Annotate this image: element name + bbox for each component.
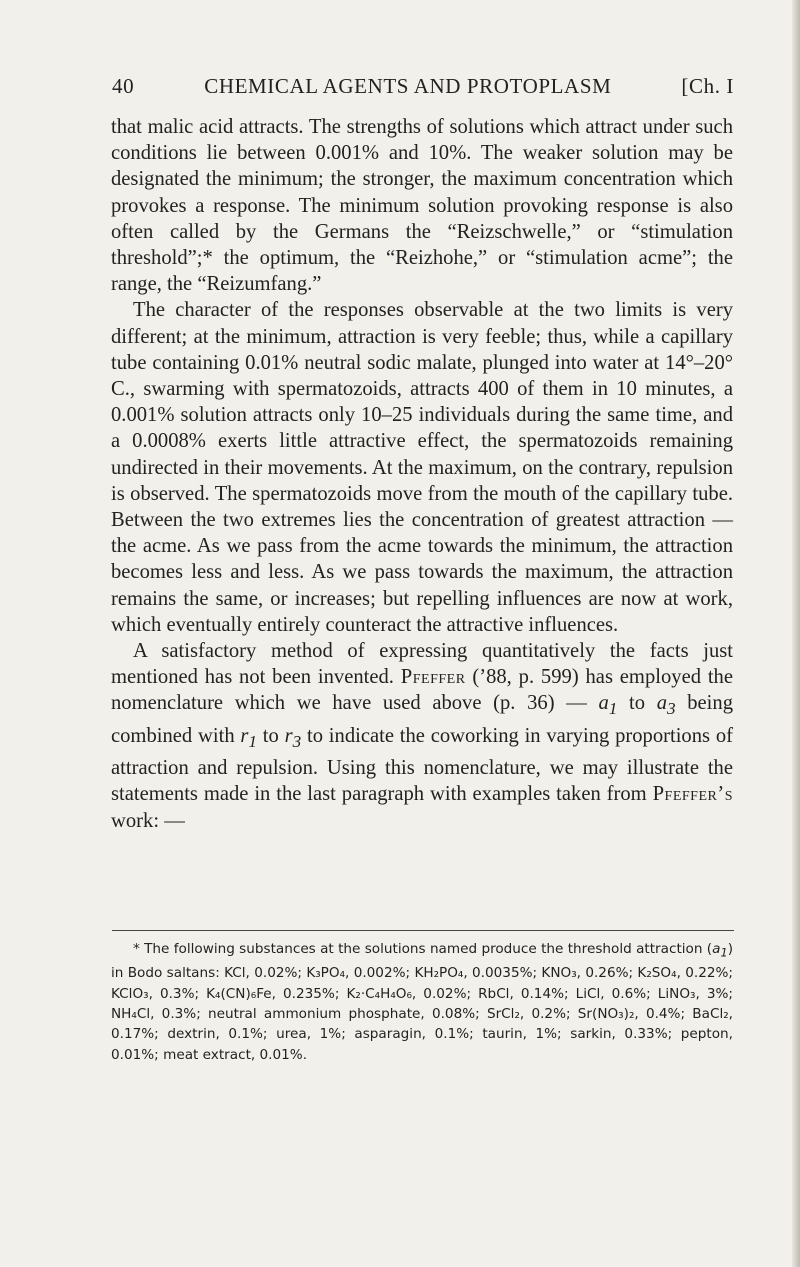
paragraph-3 [111,638,733,834]
p3-text-1: A satisfactory method of expressing quantitatively the facts just mentioned has not been invented. [111,640,733,689]
page-edge-shadow [792,0,800,1267]
p3-text-5: work: — [111,809,185,832]
body-text [111,114,733,834]
pfeffer-name: Pfeffer [400,666,466,689]
footnote-text: * The following substances at the solutions named produce the threshold attraction $(a_1)$ in Bodo saltans: KCl, 0.02%; K₃PO₄, 0.002%; KH₂PO₄, 0.0035%; KNO₃, 0.26%; K₂SO₄, 0.22%; KClO₃, 0.3%; K₄(CN)₆Fe, 0.235%; K₂·C₄H₄O₆, 0.02%; RbCl, 0.14%; LiCl, 0.6%; LiNO₃, 3%; NH₄Cl, 0.3%; neutral ammonium phosphate, 0.08%; SrCl₂, 0.2%; Sr(NO₃)₂, 0.4%; BaCl₂, 0.17%; dextrin, 0.1%; urea, 1%; asparagin, 0.1%; taurin, 1%; sarkin, 0.33%; pepton, 0.01%; meat extract, 0.01%. [111,941,733,1063]
var-a1-footnote: $a_1$ [712,941,728,960]
pfeffer-name-possessive: Pfeffer’s [652,783,733,806]
footnote [111,939,733,1065]
paragraph-1: that malic acid attracts. The strengths of solutions which attract under such conditions lie between 0.001% and 10%. The weaker solution may be designated the minimum; the stronger, the maximum concentration which provokes a response. The minimum solution provoking response is also often called by the Germans the “Reizschwelle,” or “stimulation threshold”;* the optimum, the “Reizhohe,” or “stimulation acme”; the range, the “Reizumfang.” [111,116,733,296]
p3-text-4: to indicate the coworking in varying proportions of attraction and repulsion. Using this nomenclature, we may illustrate the statements made in the last paragraph with examples taken from [111,724,733,806]
footnote-divider [112,930,734,931]
page-number: 40 [112,74,135,98]
paragraph-2: The character of the responses observable at the two limits is very different; at the minimum, attraction is very feeble; thus, while a capillary tube containing 0.01% neutral sodic malate, plunged into water at 14°–20° C., swarming with spermatozoids, attracts 400 of them in 10 minutes, a 0.001% solution attracts only 10–25 individuals during the same time, and a 0.0008% exerts little attractive effect, the spermatozoids remaining undirected in their movements. At the maximum, on the contrary, repulsion is observed. The spermatozoids move from the mouth of the capillary tube. Between the two extremes lies the concentration of greatest attraction — the acme. As we pass from the acme towards the minimum, the attraction becomes less and less. As we pass towards the maximum, the attraction remains the same, or increases; but repelling influences are now at work, which eventually entirely counteract the attractive influences. [111,299,733,636]
var-r1: $r_1$ [240,724,257,751]
p3-text-3: being combined with [111,692,733,747]
chapter-label: [Ch. I [681,74,734,98]
p3-text-2: (’88, p. 599) has employed the nomenclature which we have used above (p. 36) — [111,666,733,715]
p3-to-2: to [257,724,285,747]
running-title: CHEMICAL AGENTS AND PROTOPLASM [204,74,612,98]
var-a3: $a_3$ [656,692,676,719]
var-a1: $a_1$ [598,692,618,719]
page-header [112,74,734,99]
p3-to-1: to [617,692,657,715]
var-r3: $r_3$ [284,724,302,751]
